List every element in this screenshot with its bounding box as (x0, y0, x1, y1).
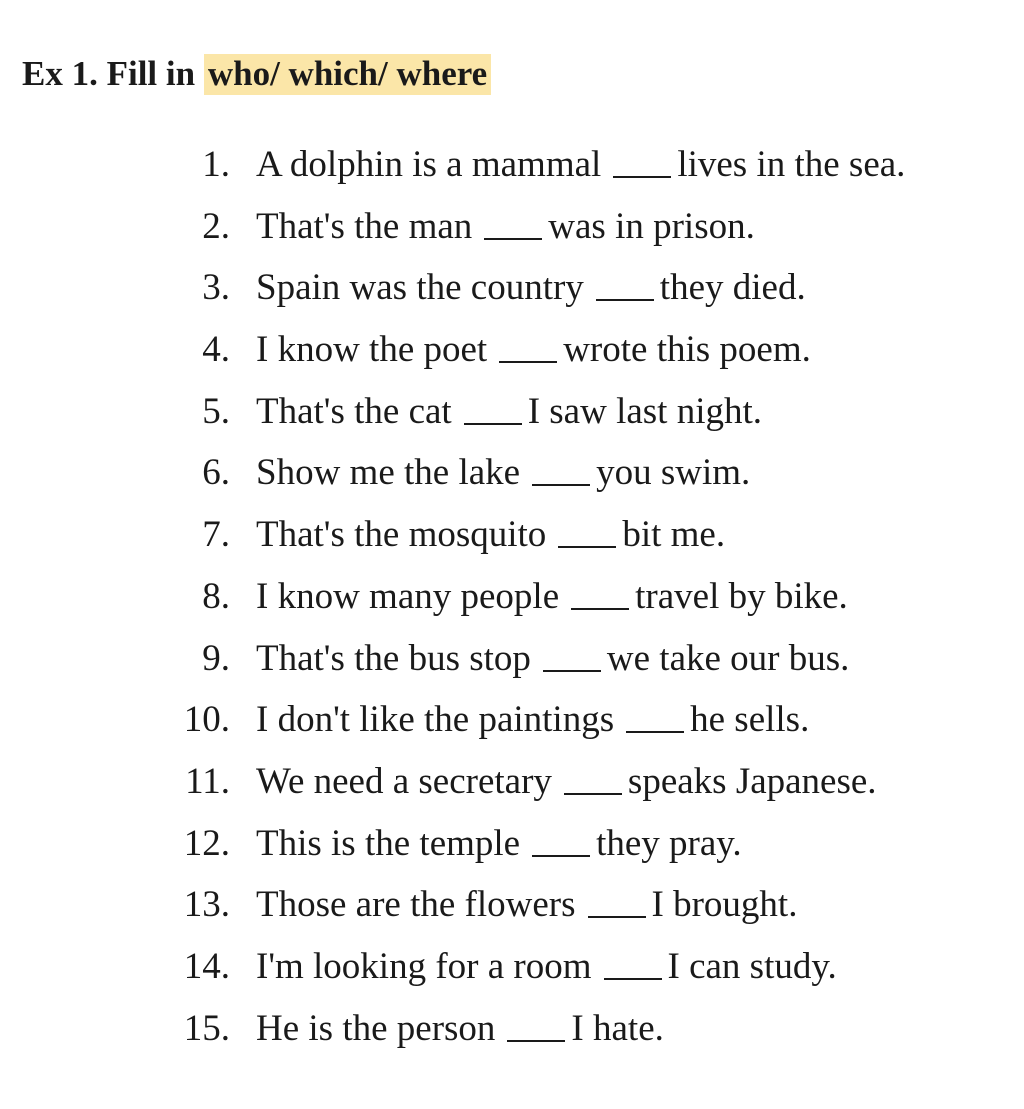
item-sentence (256, 448, 750, 498)
item-number: 2. (202, 205, 230, 247)
item-sentence (256, 572, 848, 622)
answer-blank[interactable] (558, 546, 616, 548)
sentence-after: I saw last night. (527, 390, 763, 432)
exercise-item (0, 325, 1024, 387)
exercise-item (0, 695, 1024, 757)
item-sentence (256, 263, 806, 313)
exercise-item (0, 387, 1024, 449)
item-sentence (256, 325, 811, 375)
exercise-item (0, 202, 1024, 264)
exercise-list (0, 140, 1024, 1065)
item-number: 3. (202, 267, 230, 309)
exercise-item (0, 942, 1024, 1004)
answer-blank[interactable] (604, 978, 662, 980)
sentence-after: he sells. (690, 699, 810, 741)
exercise-heading (22, 50, 491, 98)
item-number: 5. (202, 390, 230, 432)
sentence-after: wrote this poem. (563, 329, 811, 371)
item-sentence (256, 510, 725, 560)
sentence-before: That's the bus stop (256, 637, 531, 679)
exercise-item (0, 757, 1024, 819)
sentence-after: they pray. (596, 822, 742, 864)
answer-blank[interactable] (543, 670, 601, 672)
item-number: 7. (202, 514, 230, 556)
sentence-before: That's the man (256, 205, 473, 247)
sentence-before: He is the person (256, 1007, 496, 1049)
answer-blank[interactable] (564, 793, 622, 795)
exercise-item (0, 1004, 1024, 1066)
answer-blank[interactable] (464, 423, 522, 425)
sentence-before: Those are the flowers (256, 884, 576, 926)
sentence-before: That's the mosquito (256, 514, 547, 556)
item-sentence (256, 140, 905, 190)
item-number: 13. (183, 884, 230, 926)
sentence-after: they died. (659, 267, 806, 309)
exercise-item (0, 819, 1024, 881)
sentence-after: you swim. (596, 452, 751, 494)
answer-blank[interactable] (499, 361, 557, 363)
item-sentence (256, 695, 809, 745)
item-sentence (256, 387, 762, 437)
sentence-before: Show me the lake (256, 452, 521, 494)
item-number: 11. (185, 760, 230, 802)
sentence-after: speaks Japanese. (627, 760, 877, 802)
sentence-before: That's the cat (256, 390, 452, 432)
sentence-before: I don't like the paintings (256, 699, 615, 741)
exercise-item (0, 510, 1024, 572)
sentence-before: A dolphin is a mammal (256, 144, 602, 185)
answer-blank[interactable] (507, 1040, 565, 1042)
sentence-before: We need a secretary (256, 760, 552, 802)
item-number: 4. (202, 329, 230, 371)
sentence-before: I know many people (256, 575, 560, 617)
item-number: 9. (202, 637, 230, 679)
item-sentence (256, 757, 877, 807)
sentence-after: I brought. (651, 884, 798, 926)
heading-highlighted-options: who/ which/ where (204, 54, 491, 95)
item-number: 10. (183, 699, 230, 741)
answer-blank[interactable] (532, 855, 590, 857)
answer-blank[interactable] (626, 731, 684, 733)
answer-blank[interactable] (571, 608, 629, 610)
item-sentence (256, 202, 755, 252)
sentence-after: we take our bus. (606, 637, 850, 679)
sentence-after: bit me. (622, 514, 726, 556)
answer-blank[interactable] (596, 299, 654, 301)
exercise-item (0, 448, 1024, 510)
item-sentence (256, 1004, 664, 1054)
sentence-after: lives in the sea. (677, 144, 906, 185)
item-sentence (256, 942, 837, 992)
item-sentence (256, 819, 742, 869)
exercise-item (0, 880, 1024, 942)
item-number: 1. (202, 144, 230, 185)
sentence-after: I can study. (667, 945, 837, 987)
sentence-after: was in prison. (548, 205, 755, 247)
exercise-item (0, 634, 1024, 696)
item-number: 12. (183, 822, 230, 864)
sentence-after: I hate. (571, 1007, 664, 1049)
item-number: 14. (183, 945, 230, 987)
sentence-before: I know the poet (256, 329, 488, 371)
exercise-item (0, 572, 1024, 634)
sentence-before: This is the temple (256, 822, 521, 864)
heading-prefix: Ex 1. Fill in (22, 54, 204, 93)
answer-blank[interactable] (588, 916, 646, 918)
answer-blank[interactable] (613, 176, 671, 178)
sentence-after: travel by bike. (635, 575, 848, 617)
item-number: 8. (202, 575, 230, 617)
exercise-item (0, 263, 1024, 325)
sentence-before: Spain was the country (256, 267, 584, 309)
answer-blank[interactable] (532, 484, 590, 486)
sentence-before: I'm looking for a room (256, 945, 592, 987)
item-number: 6. (202, 452, 230, 494)
answer-blank[interactable] (484, 238, 542, 240)
item-sentence (256, 880, 797, 930)
exercise-item (0, 140, 1024, 202)
item-sentence (256, 634, 849, 684)
item-number: 15. (183, 1007, 230, 1049)
